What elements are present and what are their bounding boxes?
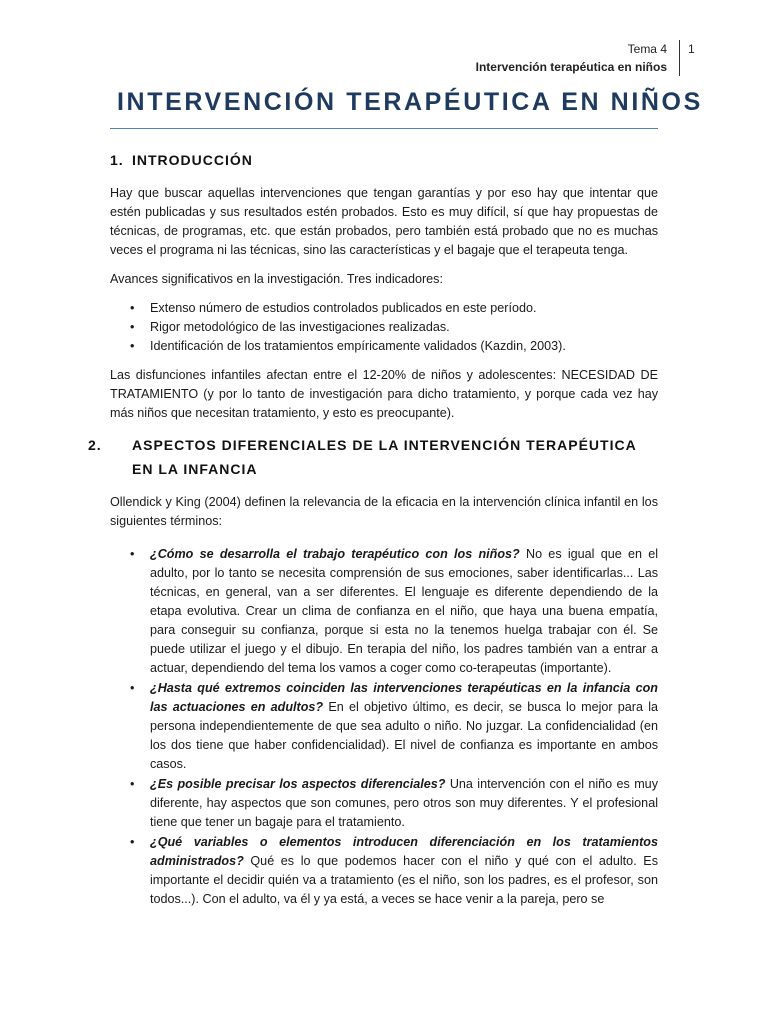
title-divider xyxy=(110,128,658,129)
header-subtitle: Intervención terapéutica en niños xyxy=(475,60,667,74)
list-item xyxy=(110,545,658,678)
section-1-heading xyxy=(110,148,658,172)
indicators-list xyxy=(110,299,658,356)
section-2-heading xyxy=(88,433,658,481)
page-number: 1 xyxy=(688,42,695,56)
answer-text: No es igual que en el adulto, por lo tanto se necesita comprensión de sus emociones, saber identificarlas... Las técnicas, en general, van a ser diferentes. El lenguaje es diferente dependiendo de la etapa evolutiva. Crear un clima de confianza en el niño, que haya una buena empatía, para conseguir su confianza, porque si esta no la tenemos huelga trabajar con él. Se puede utilizar el juego y el dibujo. En terapia del niño, los padres también van a entrar a actuar, dependiendo del tema los vamos a coger como co-terapeutas (importante). xyxy=(150,547,658,675)
answer-text: Una intervención con el niño es muy diferente, hay aspectos que son comunes, pero otros son muy diferentes. Y el profesional tiene que tener un bagaje para el tratamiento. xyxy=(150,777,658,829)
section-1-title: INTRODUCCIÓN xyxy=(132,152,253,168)
answer-text: Qué es lo que podemos hacer con el niño y qué con el adulto. Es importante el decidir quién va a tratamiento (es el niño, son los padres, es el profesor, son todos...). Con el adulto, va él y ya está, a veces se hace venir a la pareja, pero se xyxy=(150,854,658,906)
document-body xyxy=(88,140,659,919)
list-item: • Rigor metodológico de las investigaciones realizadas. xyxy=(110,318,658,337)
document-title: INTERVENCIÓN TERAPÉUTICA EN NIÑOS xyxy=(117,88,703,116)
list-item xyxy=(110,679,658,774)
section-2-title: ASPECTOS DIFERENCIALES DE LA INTERVENCIÓN TERAPÉUTICA EN LA INFANCIA xyxy=(132,437,637,477)
intro-paragraph-2: Avances significativos en la investigación. Tres indicadores: xyxy=(110,272,443,286)
question-text: ¿Hasta qué extremos coinciden las intervenciones terapéuticas en la infancia con las actuaciones en adultos? xyxy=(150,681,658,714)
list-item xyxy=(110,833,658,909)
list-item xyxy=(110,775,658,832)
list-item: • Extenso número de estudios controlados publicados en este período. xyxy=(110,299,658,318)
intro-paragraph-3: Las disfunciones infantiles afectan entre el 12-20% de niños y adolescentes: NECESIDAD DE TRATAMIENTO (y por lo tanto de investigación para dicho tratamiento, y porque cada vez hay más niños que necesitan tratamiento, y esto es preocupante). xyxy=(110,368,658,420)
answer-text: En el objetivo último, es decir, se busca lo mejor para la persona independientemente de que sea adulto o niño. No juzgar. La confidencialidad (en los dos tiene que haber confidencialidad). El nivel de confianza es importante en ambos casos. xyxy=(150,700,659,771)
section-1-number: 1. xyxy=(110,152,124,168)
question-text: ¿Cómo se desarrolla el trabajo terapéutico con los niños? xyxy=(150,547,520,561)
questions-list xyxy=(110,545,658,909)
section-2-paragraph-1: Ollendick y King (2004) definen la relevancia de la eficacia en la intervención clínica infantil en los siguientes términos: xyxy=(110,495,658,528)
intro-paragraph-1: Hay que buscar aquellas intervenciones que tengan garantías y por eso hay que intentar que estén publicadas y sus resultados estén probados. Esto es muy difícil, sí que hay propuestas de técnicas, de programas, etc. que están probados, pero también está probado que no es muchas veces el programa ni las técnicas, sino las características y el bagaje que el terapeuta tenga. xyxy=(110,186,658,257)
question-text: ¿Es posible precisar los aspectos diferenciales? xyxy=(150,777,446,791)
list-item: • Identificación de los tratamientos empíricamente validados (Kazdin, 2003). xyxy=(110,337,658,356)
running-header xyxy=(347,40,680,76)
section-2-number: 2. xyxy=(88,437,102,453)
header-topic: Tema 4 xyxy=(627,42,667,56)
question-text: ¿Qué variables o elementos introducen diferenciación en los tratamientos administrados? xyxy=(150,835,658,868)
